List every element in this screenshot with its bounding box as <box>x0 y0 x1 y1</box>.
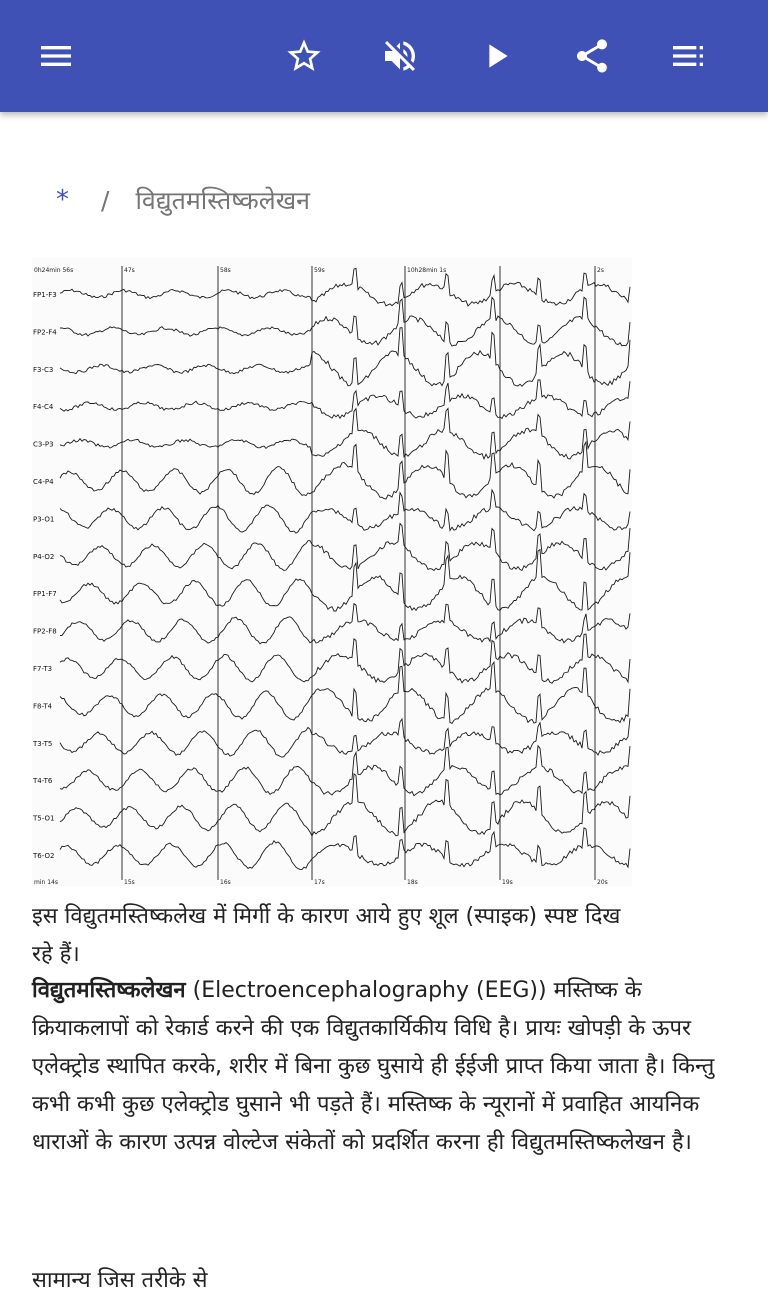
eeg-channel-label: FP2-F8 <box>33 627 57 636</box>
eeg-channel-label: C3-P3 <box>33 440 54 449</box>
eeg-channel-label: C4-P4 <box>33 478 54 486</box>
eeg-time-label: 15s <box>124 879 135 886</box>
eeg-channel-trace <box>60 604 630 644</box>
eeg-time-label: 20s <box>597 879 608 886</box>
eeg-channel-trace <box>60 634 630 683</box>
play-icon <box>476 36 516 76</box>
list-icon <box>668 36 708 76</box>
favorite-button[interactable] <box>276 28 332 84</box>
eeg-channel-trace <box>60 442 630 499</box>
eeg-channel-label: T6-O2 <box>33 852 55 860</box>
eeg-time-label: 58s <box>220 267 231 274</box>
eeg-recording-image[interactable] <box>32 258 632 886</box>
eeg-time-label: 19s <box>502 879 513 886</box>
eeg-time-label: 0h24min 56s <box>34 267 74 274</box>
eeg-channel-trace <box>60 774 630 836</box>
eeg-time-label: 16s <box>220 879 231 886</box>
eeg-channel-trace <box>60 408 630 459</box>
eeg-time-label: 2s <box>597 267 604 274</box>
eeg-time-label: min 14s <box>34 879 58 886</box>
eeg-channel-trace <box>60 380 630 419</box>
eeg-time-label: 18s <box>407 879 418 886</box>
figure-caption: इस विद्युतमस्तिष्कलेख में मिर्गी के कारण आये हुए शूल (स्पाइक) स्पष्ट दिख रहे हैं। <box>32 904 621 967</box>
eeg-channel-trace <box>60 524 630 571</box>
eeg-channel-label: F4-C4 <box>33 403 54 412</box>
breadcrumb-separator: / <box>101 185 110 215</box>
eeg-channel-label: F8-T4 <box>33 702 53 711</box>
eeg-channel-trace <box>60 550 630 611</box>
mute-button[interactable] <box>372 28 428 84</box>
eeg-channel-label: T3-T5 <box>33 739 53 748</box>
play-button[interactable] <box>468 28 524 84</box>
eeg-time-label: 17s <box>314 879 325 886</box>
menu-icon <box>36 36 76 76</box>
eeg-channel-trace <box>60 490 630 533</box>
eeg-time-label: 10h28min 1s <box>407 267 447 274</box>
eeg-channel-label: FP2-F4 <box>33 328 57 337</box>
volume-off-icon <box>380 36 420 76</box>
article-next-line: सामान्य जिस तरीके से <box>32 1268 208 1293</box>
eeg-channel-label: F7-T3 <box>33 665 53 673</box>
eeg-channel-label: FP1-F3 <box>33 291 57 299</box>
eeg-channel-label: T5-O1 <box>33 814 55 823</box>
eeg-time-label: 59s <box>314 267 325 274</box>
article-paragraph <box>32 972 732 1162</box>
eeg-channel-label: F3-C3 <box>33 365 54 374</box>
contents-button[interactable] <box>660 28 716 84</box>
share-button[interactable] <box>564 28 620 84</box>
eeg-channel-trace <box>60 297 630 346</box>
article-term: विद्युतमस्तिष्कलेखन <box>32 978 186 1003</box>
eeg-channel-label: P4-O2 <box>33 552 55 561</box>
eeg-channel-label: FP1-F7 <box>33 590 57 599</box>
eeg-channel-label: T4-T6 <box>33 777 53 786</box>
app-toolbar <box>0 0 768 112</box>
eeg-channel-trace <box>60 718 630 757</box>
eeg-channel-trace <box>60 269 630 306</box>
breadcrumb-root-link[interactable]: * <box>56 185 69 215</box>
share-icon <box>572 36 612 76</box>
eeg-channel-label: P3-O1 <box>33 515 55 524</box>
eeg-channel-trace <box>60 662 630 723</box>
breadcrumb <box>56 180 310 220</box>
eeg-channel-trace <box>60 746 630 796</box>
menu-button[interactable] <box>28 28 84 84</box>
eeg-channel-trace <box>60 328 630 387</box>
star-icon <box>284 36 324 76</box>
article-body: (Electroencephalography (EEG)) मस्तिष्क के क्रियाकलापों को रेकार्ड करने की एक विद्युतकार्यिकीय विधि है। प्रायः खोपड़ी के ऊपर एलेक्ट्रोड स्थापित करके, शरीर में बिना कुछ घुसाये ही ईईजी प्राप्त किया जाता है। किन्तु कभी कभी कुछ एलेक्ट्रोड घुसाने भी पड़ते हैं। मस्तिष्क के न्यूरानों में प्रवाहित आयनिक धाराओं के कारण उत्पन्न वोल्टेज संकेतों को प्रदर्शित करना ही विद्युतमस्तिष्कलेखन है। <box>32 978 715 1155</box>
eeg-time-label: 47s <box>124 267 135 274</box>
eeg-channel-trace <box>60 828 630 870</box>
breadcrumb-current: विद्युतमस्तिष्कलेखन <box>135 186 311 215</box>
